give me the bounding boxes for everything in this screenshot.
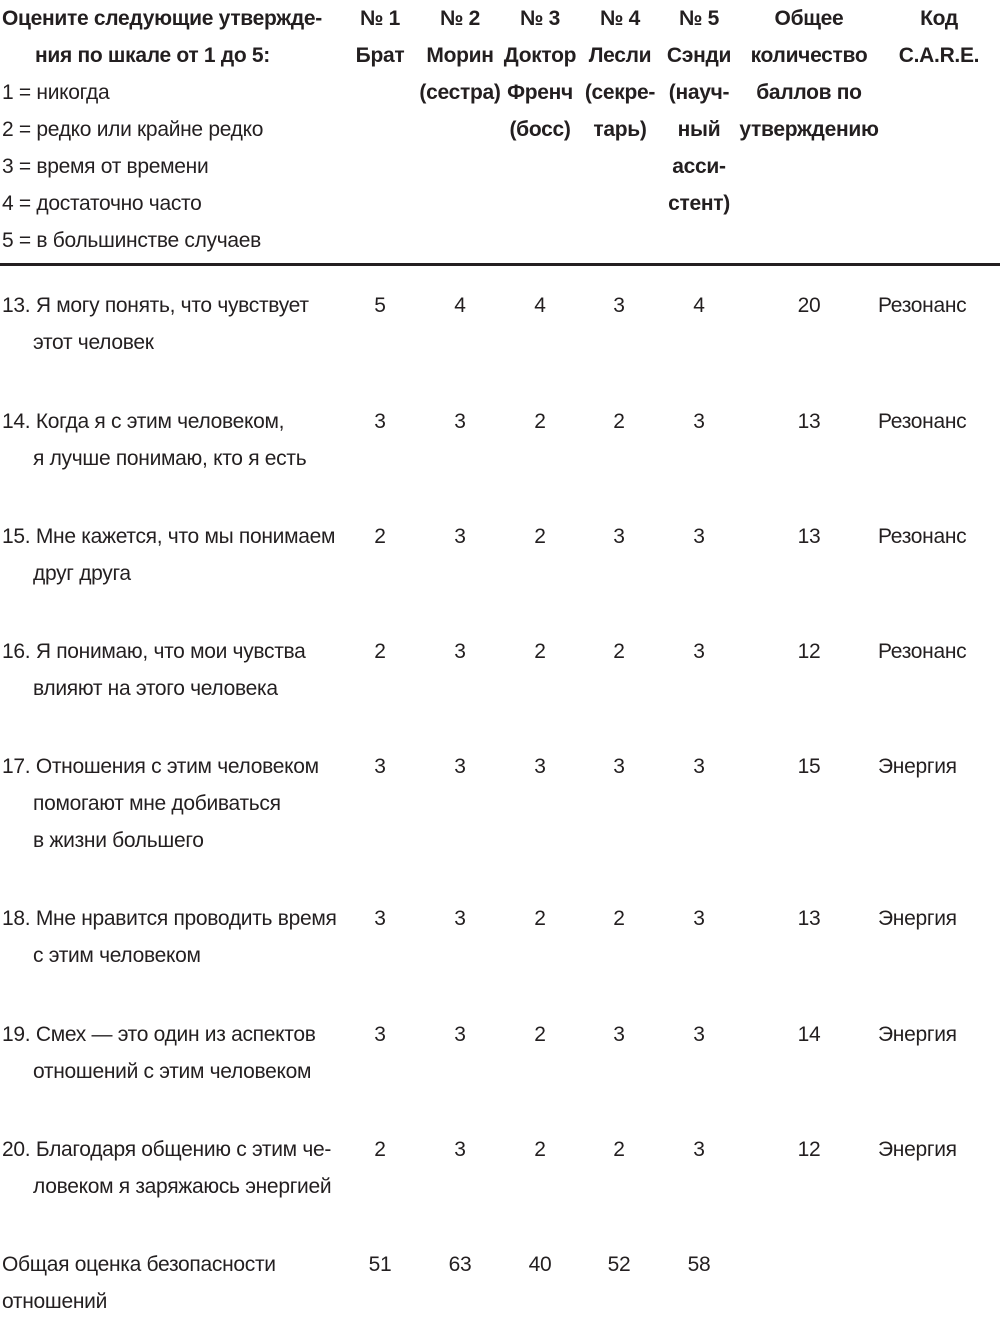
row-total: 12 [797, 640, 821, 663]
score-person-4: 2 [613, 410, 625, 433]
column-header-line: стент) [668, 192, 730, 215]
statement-text [2, 403, 306, 477]
care-code: Резонанс [878, 294, 967, 317]
column-header-line: Брат [355, 44, 405, 67]
table-row [0, 633, 1000, 748]
statement-text [2, 518, 335, 592]
column-header-line: C.A.R.E. [898, 44, 980, 67]
scale-title-line: Оцените следующие утвержде- [2, 7, 322, 30]
care-code: Энергия [878, 1138, 957, 1161]
score-person-3: 2 [534, 525, 546, 548]
score-person-4: 3 [613, 755, 625, 778]
statement-text [2, 1131, 331, 1205]
score-person-2: 3 [454, 640, 466, 663]
score-person-4: 3 [613, 294, 625, 317]
column-header-line: № 1 [359, 7, 401, 30]
scale-legend [2, 0, 322, 259]
care-code: Резонанс [878, 410, 967, 433]
column-header-line: (сестра) [419, 81, 501, 104]
column-header-line: Морин [426, 44, 494, 67]
statement-text [2, 748, 319, 859]
scale-item: 4 = достаточно часто [2, 192, 202, 215]
column-header-line: № 4 [599, 7, 641, 30]
statement-line: этот человек [33, 331, 154, 354]
column-header-line: баллов по [756, 81, 862, 104]
statement-line: в жизни большего [33, 829, 204, 852]
statement-line: 19. Смех — это один из аспектов [2, 1023, 316, 1046]
care-code: Резонанс [878, 525, 967, 548]
column-header-line: № 5 [678, 7, 720, 30]
row-total: 13 [797, 525, 821, 548]
score-person-1: 3 [374, 907, 386, 930]
score-person-1: 2 [374, 1138, 386, 1161]
column-header-line: (секре- [584, 81, 656, 104]
column-header-person-2 [418, 0, 502, 111]
score-person-2: 3 [454, 907, 466, 930]
statement-line: 20. Благодаря общению с этим че- [2, 1138, 332, 1161]
row-total: 12 [797, 1138, 821, 1161]
statement-line: я лучше понимаю, кто я есть [33, 447, 307, 470]
score-person-3: 2 [534, 410, 546, 433]
score-person-5: 3 [693, 525, 705, 548]
column-header-line: Френч [507, 81, 573, 104]
score-person-1: 3 [374, 1023, 386, 1046]
care-code: Энергия [878, 755, 957, 778]
statement-line: влияют на этого человека [33, 677, 278, 700]
column-header-person-3 [498, 0, 582, 148]
column-header-line: утверждению [739, 118, 879, 141]
score-person-5: 3 [693, 640, 705, 663]
scale-title-line: ния по шкале от 1 до 5: [35, 44, 271, 67]
care-code: Энергия [878, 907, 957, 930]
scale-item: 2 = редко или крайне редко [2, 118, 264, 141]
statement-line: 15. Мне кажется, что мы понимаем [2, 525, 336, 548]
column-header-line: асси- [672, 155, 726, 178]
table-row [0, 518, 1000, 633]
column-header-line: Лесли [588, 44, 652, 67]
statement-text [2, 633, 306, 707]
score-person-5: 3 [693, 907, 705, 930]
column-header-line: количество [750, 44, 868, 67]
score-person-5: 4 [693, 294, 705, 317]
score-person-3: 4 [534, 294, 546, 317]
row-total: 13 [797, 907, 821, 930]
statement-line: 18. Мне нравится проводить время [2, 907, 337, 930]
table-row [0, 287, 1000, 402]
summary-score-3: 40 [528, 1253, 552, 1276]
statement-text [2, 287, 309, 361]
summary-label-line: отношений [2, 1290, 107, 1313]
table-row [0, 1131, 1000, 1246]
table-row [0, 1016, 1000, 1131]
header-divider [0, 263, 1000, 266]
score-person-4: 2 [613, 907, 625, 930]
score-person-1: 2 [374, 640, 386, 663]
column-header-line: № 2 [439, 7, 481, 30]
summary-label-line: Общая оценка безопасности [2, 1253, 276, 1276]
statement-text [2, 900, 337, 974]
scale-title [2, 0, 322, 74]
statement-line: ловеком я заряжаюсь энергией [33, 1175, 332, 1198]
score-person-1: 3 [374, 410, 386, 433]
score-person-2: 3 [454, 755, 466, 778]
column-header-line: Код [920, 7, 958, 30]
scale-item: 1 = никогда [2, 81, 110, 104]
care-code: Резонанс [878, 640, 967, 663]
column-header-total [738, 0, 880, 148]
row-total: 13 [797, 410, 821, 433]
summary-score-2: 63 [448, 1253, 472, 1276]
statement-line: 16. Я понимаю, что мои чувства [2, 640, 306, 663]
scale-item: 5 = в большинстве случаев [2, 229, 261, 252]
score-person-3: 2 [534, 640, 546, 663]
score-person-2: 3 [454, 525, 466, 548]
statement-line: друг друга [33, 562, 131, 585]
column-header-line: (босс) [509, 118, 571, 141]
summary-score-1: 51 [368, 1253, 392, 1276]
column-header-person-1 [345, 0, 415, 74]
score-person-3: 2 [534, 907, 546, 930]
statement-text [2, 1016, 316, 1090]
column-header-line: (науч- [668, 81, 730, 104]
score-person-2: 4 [454, 294, 466, 317]
score-person-5: 3 [693, 1023, 705, 1046]
row-total: 15 [797, 755, 821, 778]
column-header-person-4 [580, 0, 660, 148]
statement-line: с этим человеком [33, 944, 201, 967]
score-person-2: 3 [454, 1023, 466, 1046]
score-person-3: 3 [534, 755, 546, 778]
score-person-5: 3 [693, 755, 705, 778]
score-person-1: 5 [374, 294, 386, 317]
column-header-person-5 [662, 0, 736, 222]
column-header-line: тарь) [593, 118, 647, 141]
score-person-3: 2 [534, 1138, 546, 1161]
score-person-5: 3 [693, 410, 705, 433]
score-person-5: 3 [693, 1138, 705, 1161]
scale-item: 3 = время от времени [2, 155, 209, 178]
column-header-line: Общее [774, 7, 844, 30]
score-person-4: 2 [613, 640, 625, 663]
summary-score-4: 52 [607, 1253, 631, 1276]
score-person-1: 3 [374, 755, 386, 778]
score-person-4: 2 [613, 1138, 625, 1161]
score-person-4: 3 [613, 1023, 625, 1046]
row-total: 20 [797, 294, 821, 317]
statement-line: 17. Отношения с этим человеком [2, 755, 319, 778]
score-person-1: 2 [374, 525, 386, 548]
summary-row [0, 1246, 1000, 1311]
column-header-line: № 3 [519, 7, 561, 30]
column-header-care-code [893, 0, 985, 74]
score-person-2: 3 [454, 1138, 466, 1161]
column-header-line: Доктор [503, 44, 577, 67]
column-header-line: ный [677, 118, 721, 141]
statement-line: 13. Я могу понять, что чувствует [2, 294, 309, 317]
summary-score-5: 58 [687, 1253, 711, 1276]
statement-line: отношений с этим человеком [33, 1060, 312, 1083]
score-person-2: 3 [454, 410, 466, 433]
summary-label [2, 1246, 276, 1320]
row-total: 14 [797, 1023, 821, 1046]
column-header-line: Сэнди [666, 44, 732, 67]
score-person-3: 2 [534, 1023, 546, 1046]
score-person-4: 3 [613, 525, 625, 548]
table-row [0, 900, 1000, 1015]
care-code: Энергия [878, 1023, 957, 1046]
table-row [0, 748, 1000, 863]
table-row [0, 403, 1000, 518]
statement-line: помогают мне добиваться [33, 792, 281, 815]
statement-line: 14. Когда я с этим человеком, [2, 410, 285, 433]
